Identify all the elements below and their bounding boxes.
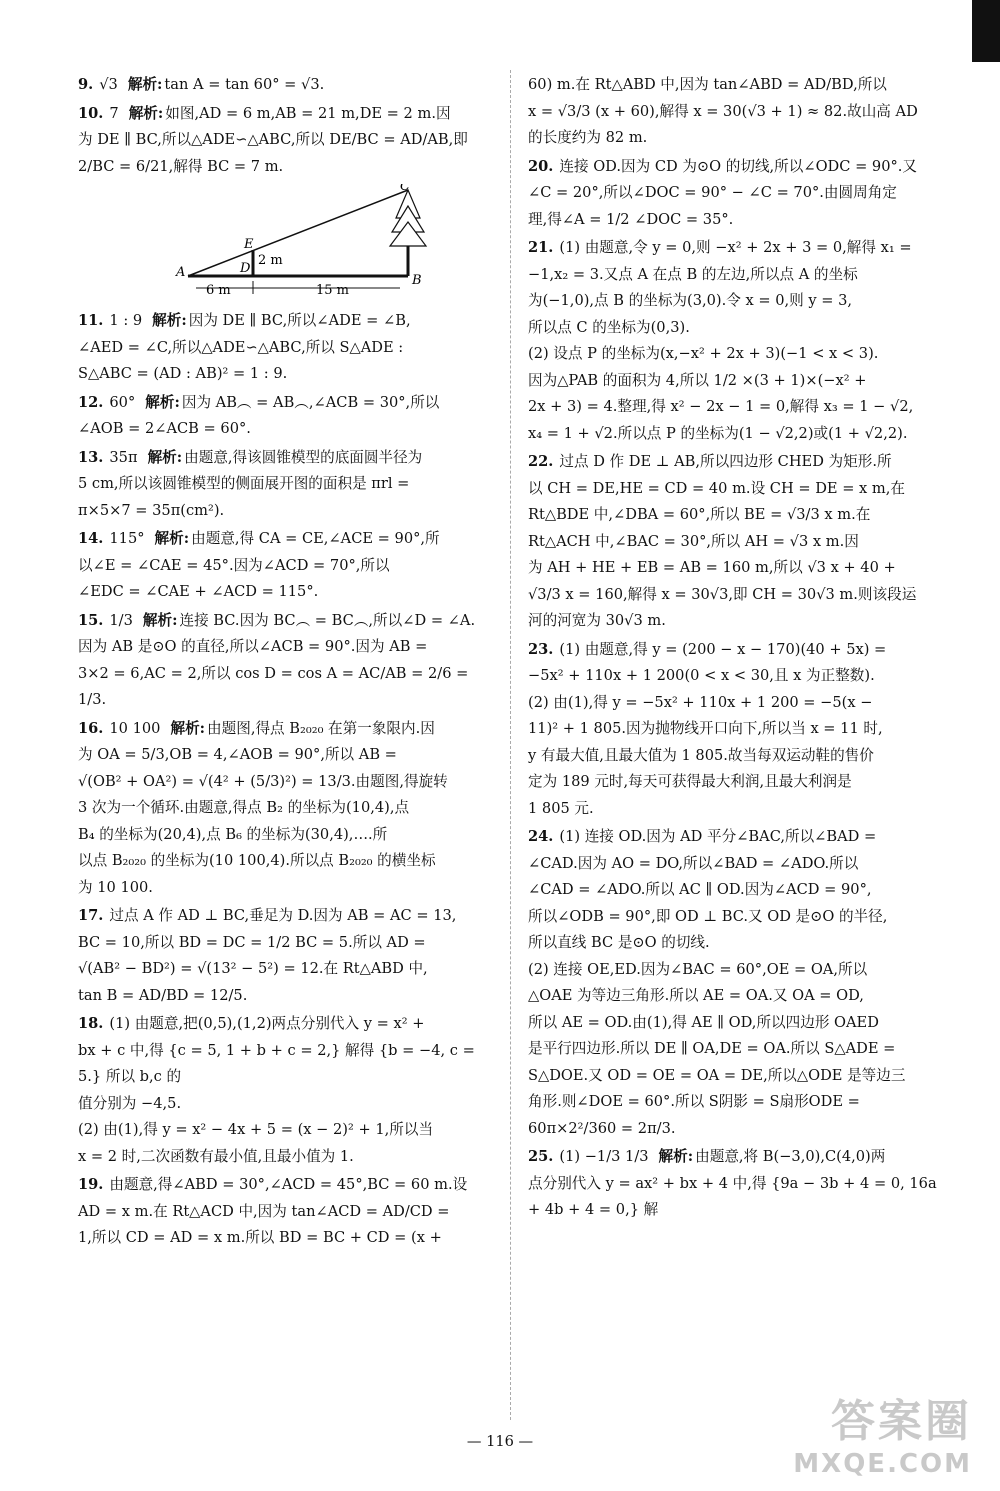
text-line bbox=[528, 957, 948, 984]
point-label: B bbox=[412, 273, 422, 288]
question-number: 9. bbox=[78, 76, 94, 93]
line-text: ∠CAD.因为 AO = DO,所以∠BAD = ∠ADO.所以 bbox=[528, 854, 859, 872]
line-text: √(AB² − BD²) = √(13² − 5²) = 12.在 Rt△ABD 中, bbox=[78, 960, 428, 977]
text-line bbox=[528, 154, 948, 181]
line-text: 60) m.在 Rt△ABD 中,因为 tan∠ABD = AD/BD,所以 bbox=[528, 76, 887, 93]
text-line bbox=[528, 368, 948, 395]
line-text: △OAE 为等边三角形.所以 AE = OA.又 OA = OD, bbox=[528, 987, 864, 1004]
right-item bbox=[528, 637, 948, 823]
text-line bbox=[528, 1063, 948, 1090]
line-text: (2) 连接 OE,ED.因为∠BAC = 60°,OE = OA,所以 bbox=[528, 960, 868, 978]
question-number: 17. bbox=[78, 907, 104, 924]
analysis-label: 解析: bbox=[145, 393, 180, 411]
text-line bbox=[78, 1199, 496, 1226]
question-number: 16. bbox=[78, 719, 104, 737]
question-number: 18. bbox=[78, 1015, 104, 1032]
analysis-label: 解析: bbox=[128, 104, 164, 122]
right-item bbox=[528, 1144, 948, 1224]
line-text: 1 805 元. bbox=[528, 799, 594, 817]
line-text: 角形.则∠DOE = 60°.所以 S阴影 = S扇形ODE = bbox=[528, 1093, 860, 1110]
text-line bbox=[528, 637, 948, 664]
line-text: Rt△BDE 中,∠DBA = 60°,所以 BE = √3/3 x m.在 bbox=[528, 506, 871, 523]
line-text: 3×2 = 6,AC = 2,所以 cos D = cos A = AC/AB = 2/6 = 1/3. bbox=[78, 664, 469, 708]
column-divider bbox=[510, 70, 511, 1420]
text-line bbox=[528, 394, 948, 421]
analysis-label: 解析: bbox=[154, 530, 190, 547]
text-line bbox=[78, 875, 496, 902]
text-line bbox=[78, 72, 496, 99]
line-text: −5x² + 110x + 1 200(0 < x < 30,且 x 为正整数). bbox=[528, 667, 875, 684]
line-text: 2/BC = 6/21,解得 BC = 7 m. bbox=[78, 157, 284, 175]
analysis-label: 解析: bbox=[152, 312, 187, 329]
text-line bbox=[78, 822, 496, 849]
analysis-label: 解析: bbox=[170, 719, 206, 737]
page-footer: — 116 — bbox=[466, 1433, 534, 1450]
answer-value: (1) −1/3 1/3 bbox=[559, 1148, 649, 1165]
text-line bbox=[528, 529, 948, 556]
line-text: (1) 由题意,把(0,5),(1,2)两点分别代入 y = x² + bbox=[109, 1015, 425, 1032]
line-text: 为 OA = 5/3,OB = 4,∠AOB = 90°,所以 AB = bbox=[78, 746, 397, 763]
text-line bbox=[528, 449, 948, 476]
answer-value: 7 bbox=[109, 104, 119, 122]
line-text: S△DOE.又 OD = OE = OA = DE,所以△ODE 是等边三 bbox=[528, 1066, 906, 1084]
line-text: 定为 189 元时,每天可获得最大利润,且最大利润是 bbox=[528, 773, 852, 790]
line-text: 以 CH = DE,HE = CD = 40 m.设 CH = DE = x m,在 bbox=[528, 479, 906, 497]
label-de: 2 m bbox=[258, 253, 283, 268]
right-item bbox=[528, 824, 948, 1142]
watermark-logo bbox=[793, 1385, 972, 1479]
line-text: 2x + 3) = 4.整理,得 x² − 2x − 1 = 0,解得 x₃ = 1 − √2, bbox=[528, 398, 914, 415]
line-text: 因为 DE ∥ BC,所以∠ADE = ∠B, bbox=[188, 312, 411, 329]
text-line bbox=[528, 1171, 948, 1224]
text-line bbox=[78, 361, 496, 388]
line-text: 由题图,得点 B₂₀₂₀ 在第一象限内.因 bbox=[207, 719, 435, 737]
line-text: 为 10 100. bbox=[78, 878, 153, 896]
text-line bbox=[528, 555, 948, 582]
text-line bbox=[78, 1038, 496, 1091]
text-line bbox=[78, 127, 496, 154]
text-line bbox=[528, 1089, 948, 1116]
text-line bbox=[528, 421, 948, 448]
question-number: 13. bbox=[78, 448, 104, 466]
watermark-url: MXQE.COM bbox=[793, 1449, 972, 1479]
line-text: 为 AH + HE + EB = AB = 160 m,所以 √3 x + 40 + bbox=[528, 559, 896, 576]
text-line bbox=[528, 72, 948, 99]
text-line bbox=[528, 99, 948, 126]
left-item bbox=[78, 608, 496, 714]
line-text: 是平行四边形.所以 DE ∥ OA,DE = OA.所以 S△ADE = bbox=[528, 1040, 896, 1057]
text-line bbox=[528, 663, 948, 690]
answer-value: 60° bbox=[109, 393, 136, 411]
text-line bbox=[78, 956, 496, 983]
line-text: 为 DE ∥ BC,所以△ADE∽△ABC,所以 DE/BC = AD/AB,即 bbox=[78, 131, 468, 148]
question-number: 14. bbox=[78, 530, 104, 547]
text-line bbox=[78, 608, 496, 635]
text-line bbox=[78, 1225, 496, 1252]
text-line bbox=[78, 1011, 496, 1038]
left-item bbox=[78, 526, 496, 606]
figure-svg bbox=[78, 184, 496, 304]
text-line bbox=[528, 1116, 948, 1143]
line-text: 为(−1,0),点 B 的坐标为(3,0).令 x = 0,则 y = 3, bbox=[528, 292, 853, 309]
line-text: 河的河宽为 30√3 m. bbox=[528, 612, 666, 629]
text-line bbox=[78, 416, 496, 443]
analysis-label: 解析: bbox=[142, 611, 178, 629]
line-text: √3/3 x = 160,解得 x = 30√3,即 CH = 30√3 m.则该段运 bbox=[528, 585, 917, 603]
text-line bbox=[78, 335, 496, 362]
text-line bbox=[528, 824, 948, 851]
text-line bbox=[528, 904, 948, 931]
text-line bbox=[78, 930, 496, 957]
question-number: 24. bbox=[528, 828, 554, 845]
right-column bbox=[528, 72, 948, 1226]
text-line bbox=[78, 983, 496, 1010]
line-text: 所以点 C 的坐标为(0,3). bbox=[528, 318, 690, 336]
label-ad: 6 m bbox=[206, 283, 231, 298]
text-line bbox=[528, 796, 948, 823]
line-text: 所以∠ODB = 90°,即 OD ⊥ BC.又 OD 是⊙O 的半径, bbox=[528, 907, 888, 925]
text-line bbox=[528, 288, 948, 315]
text-line bbox=[528, 716, 948, 743]
page-edge-tab bbox=[972, 0, 1000, 62]
line-text: (2) 设点 P 的坐标为(x,−x² + 2x + 3)(−1 < x < 3). bbox=[528, 345, 879, 362]
text-line bbox=[78, 390, 496, 417]
line-text: (1) 由题意,得 y = (200 − x − 170)(40 + 5x) = bbox=[559, 640, 887, 658]
watermark-text: 答案圈 bbox=[831, 1396, 972, 1447]
line-text: 60π×2²/360 = 2π/3. bbox=[528, 1119, 676, 1137]
line-text: 1,所以 CD = AD = x m.所以 BD = BC + CD = (x + bbox=[78, 1229, 442, 1246]
line-text: ∠EDC = ∠CAE + ∠ACD = 115°. bbox=[78, 583, 319, 600]
text-line bbox=[528, 877, 948, 904]
line-text: (1) 由题意,令 y = 0,则 −x² + 2x + 3 = 0,解得 x₁ = bbox=[559, 239, 912, 256]
label-db: 15 m bbox=[316, 283, 350, 298]
line-text: ∠C = 20°,所以∠DOC = 90° − ∠C = 70°.由圆周角定 bbox=[528, 184, 897, 201]
text-line bbox=[528, 476, 948, 503]
line-text: S△ABC = (AD : AB)² = 1 : 9. bbox=[78, 365, 288, 382]
text-line bbox=[78, 716, 496, 743]
text-line bbox=[528, 1036, 948, 1063]
left-column bbox=[78, 72, 496, 1254]
text-line bbox=[528, 235, 948, 262]
question-number: 11. bbox=[78, 312, 104, 329]
text-line bbox=[528, 608, 948, 635]
text-line bbox=[528, 1010, 948, 1037]
answer-value: √3 bbox=[99, 76, 118, 93]
text-line bbox=[528, 180, 948, 207]
line-text: 以∠E = ∠CAE = 45°.因为∠ACD = 70°,所以 bbox=[78, 556, 390, 574]
line-text: 连接 BC.因为 BC︵ = BC︵,所以∠D = ∠A. bbox=[179, 611, 476, 629]
line-text: 如图,AD = 6 m,AB = 21 m,DE = 2 m.因 bbox=[165, 104, 451, 122]
text-line bbox=[78, 101, 496, 128]
line-text: Rt△ACH 中,∠BAC = 30°,所以 AH = √3 x m.因 bbox=[528, 532, 859, 550]
point-label: A bbox=[176, 265, 186, 280]
line-text: 因为△PAB 的面积为 4,所以 1/2 ×(3 + 1)×(−x² + bbox=[528, 371, 867, 389]
text-line bbox=[528, 207, 948, 234]
text-line bbox=[78, 769, 496, 796]
line-text: 所以直线 BC 是⊙O 的切线. bbox=[528, 934, 710, 951]
question-number: 19. bbox=[78, 1176, 104, 1193]
line-text: ∠CAD = ∠ADO.所以 AC ∥ OD.因为∠ACD = 90°, bbox=[528, 881, 872, 898]
text-line bbox=[528, 690, 948, 717]
line-text: 过点 A 作 AD ⊥ BC,垂足为 D.因为 AB = AC = 13, bbox=[109, 907, 457, 924]
text-line bbox=[528, 983, 948, 1010]
line-text: 连接 OD.因为 CD 为⊙O 的切线,所以∠ODC = 90°.又 bbox=[559, 157, 918, 175]
text-line bbox=[78, 579, 496, 606]
line-text: √(OB² + OA²) = √(4² + (5/3)²) = 13/3.由题图,得旋转 bbox=[78, 772, 448, 790]
line-text: x₄ = 1 + √2.所以点 P 的坐标为(1 − √2,2)或(1 + √2,2). bbox=[528, 424, 908, 442]
text-line bbox=[78, 526, 496, 553]
question-number: 23. bbox=[528, 640, 554, 658]
analysis-label: 解析: bbox=[127, 76, 163, 93]
text-line bbox=[528, 851, 948, 878]
question-number: 22. bbox=[528, 453, 554, 470]
text-line bbox=[528, 502, 948, 529]
text-line bbox=[78, 1091, 496, 1118]
question-number: 25. bbox=[528, 1148, 554, 1165]
text-line bbox=[78, 903, 496, 930]
line-text: bx + c 中,得 {c = 5, 1 + b + c = 2,} 解得 {b = −4, c = 5.} 所以 b,c 的 bbox=[78, 1041, 475, 1085]
text-line bbox=[528, 582, 948, 609]
text-line bbox=[78, 742, 496, 769]
line-text: 的长度约为 82 m. bbox=[528, 129, 648, 146]
line-text: 所以 AE = OD.由(1),得 AE ∥ OD,所以四边形 OAED bbox=[528, 1013, 879, 1031]
line-text: 由题意,得∠ABD = 30°,∠ACD = 45°,BC = 60 m.设 bbox=[109, 1176, 468, 1193]
question-number: 12. bbox=[78, 393, 104, 411]
text-line bbox=[78, 1172, 496, 1199]
left-item bbox=[78, 716, 496, 902]
text-line bbox=[528, 769, 948, 796]
question-number: 10. bbox=[78, 104, 104, 122]
left-item bbox=[78, 1172, 496, 1252]
text-line bbox=[528, 341, 948, 368]
text-line bbox=[528, 315, 948, 342]
line-text: 11)² + 1 805.因为抛物线开口向下,所以当 x = 11 时, bbox=[528, 720, 883, 737]
line-text: tan B = AD/BD = 12/5. bbox=[78, 986, 248, 1004]
line-text: 值分别为 −4,5. bbox=[78, 1094, 182, 1112]
hypotenuse-line bbox=[188, 190, 408, 276]
text-line bbox=[78, 154, 496, 181]
answer-value: 1/3 bbox=[109, 611, 133, 629]
left-item bbox=[78, 308, 496, 388]
line-text: (1) 连接 OD.因为 AD 平分∠BAC,所以∠BAD = bbox=[559, 828, 877, 845]
line-text: 以点 B₂₀₂₀ 的坐标为(10 100,4).所以点 B₂₀₂₀ 的横坐标 bbox=[78, 852, 436, 869]
analysis-label: 解析: bbox=[658, 1148, 694, 1165]
point-label: C bbox=[400, 184, 410, 194]
line-text: 由题意,得 CA = CE,∠ACE = 90°,所 bbox=[191, 530, 440, 547]
right-item bbox=[528, 154, 948, 234]
page-number: 116 bbox=[486, 1433, 514, 1450]
left-item bbox=[78, 445, 496, 525]
line-text: 由题意,得该圆锥模型的底面圆半径为 bbox=[184, 448, 423, 466]
line-text: 点分别代入 y = ax² + bx + 4 中,得 {9a − 3b + 4 = 0, 16a + 4b + 4 = 0,} 解 bbox=[528, 1174, 937, 1218]
line-text: 3 次为一个循环.由题意,得点 B₂ 的坐标为(10,4),点 bbox=[78, 799, 410, 816]
answer-value: 115° bbox=[109, 530, 145, 547]
text-line bbox=[528, 262, 948, 289]
text-line bbox=[528, 743, 948, 770]
line-text: 5 cm,所以该圆锥模型的侧面展开图的面积是 πrl = bbox=[78, 475, 410, 492]
question-number: 21. bbox=[528, 239, 554, 256]
right-item bbox=[528, 235, 948, 447]
right-item bbox=[528, 449, 948, 635]
line-text: y 有最大值,且最大值为 1 805.故当每双运动鞋的售价 bbox=[528, 746, 874, 764]
point-label: D bbox=[240, 261, 251, 276]
line-text: ∠AED = ∠C,所以△ADE∽△ABC,所以 S△ADE : bbox=[78, 338, 404, 356]
text-line bbox=[78, 445, 496, 472]
point-label: E bbox=[244, 237, 254, 252]
left-item bbox=[78, 903, 496, 1009]
line-text: −1,x₂ = 3.又点 A 在点 B 的左边,所以点 A 的坐标 bbox=[528, 265, 858, 283]
triangle-figure bbox=[78, 184, 496, 304]
analysis-label: 解析: bbox=[147, 448, 183, 466]
answer-value: 1 : 9 bbox=[109, 312, 143, 329]
answer-value: 35π bbox=[109, 448, 138, 466]
right-item bbox=[528, 72, 948, 152]
text-line bbox=[78, 553, 496, 580]
text-line bbox=[78, 848, 496, 875]
answer-value: 10 100 bbox=[109, 719, 161, 737]
line-text: AD = x m.在 Rt△ACD 中,因为 tan∠ACD = AD/CD = bbox=[78, 1202, 450, 1220]
line-text: π×5×7 = 35π(cm²). bbox=[78, 501, 225, 519]
line-text: 理,得∠A = 1/2 ∠DOC = 35°. bbox=[528, 210, 734, 228]
line-text: (2) 由(1),得 y = x² − 4x + 5 = (x − 2)² + 1,所以当 bbox=[78, 1121, 434, 1138]
line-text: 由题意,将 B(−3,0),C(4,0)两 bbox=[695, 1148, 886, 1165]
text-line bbox=[78, 634, 496, 661]
text-line bbox=[528, 1144, 948, 1171]
text-line bbox=[78, 795, 496, 822]
line-text: ∠AOB = 2∠ACB = 60°. bbox=[78, 420, 251, 437]
text-line bbox=[528, 125, 948, 152]
text-line bbox=[78, 308, 496, 335]
text-line bbox=[528, 930, 948, 957]
text-line bbox=[78, 471, 496, 498]
line-text: tan A = tan 60° = √3. bbox=[164, 76, 325, 93]
left-item bbox=[78, 390, 496, 443]
line-text: (2) 由(1),得 y = −5x² + 110x + 1 200 = −5(x − bbox=[528, 693, 873, 711]
left-item bbox=[78, 101, 496, 181]
line-text: B₄ 的坐标为(20,4),点 B₆ 的坐标为(30,4),….所 bbox=[78, 825, 388, 843]
left-item bbox=[78, 72, 496, 99]
question-number: 20. bbox=[528, 157, 554, 175]
text-line bbox=[78, 661, 496, 714]
question-number: 15. bbox=[78, 611, 104, 629]
line-text: BC = 10,所以 BD = DC = 1/2 BC = 5.所以 AD = bbox=[78, 933, 426, 951]
line-text: x = 2 时,二次函数有最小值,且最小值为 1. bbox=[78, 1147, 354, 1165]
line-text: 过点 D 作 DE ⊥ AB,所以四边形 CHED 为矩形.所 bbox=[559, 453, 892, 470]
text-line bbox=[78, 1144, 496, 1171]
line-text: 因为 AB 是⊙O 的直径,所以∠ACB = 90°.因为 AB = bbox=[78, 638, 428, 655]
text-line bbox=[78, 1117, 496, 1144]
line-text: x = √3/3 (x + 60),解得 x = 30(√3 + 1) ≈ 82.故山高 AD bbox=[528, 102, 918, 120]
line-text: 因为 AB︵ = AB︵,∠ACB = 30°,所以 bbox=[181, 393, 440, 411]
text-line bbox=[78, 498, 496, 525]
left-item bbox=[78, 1011, 496, 1170]
